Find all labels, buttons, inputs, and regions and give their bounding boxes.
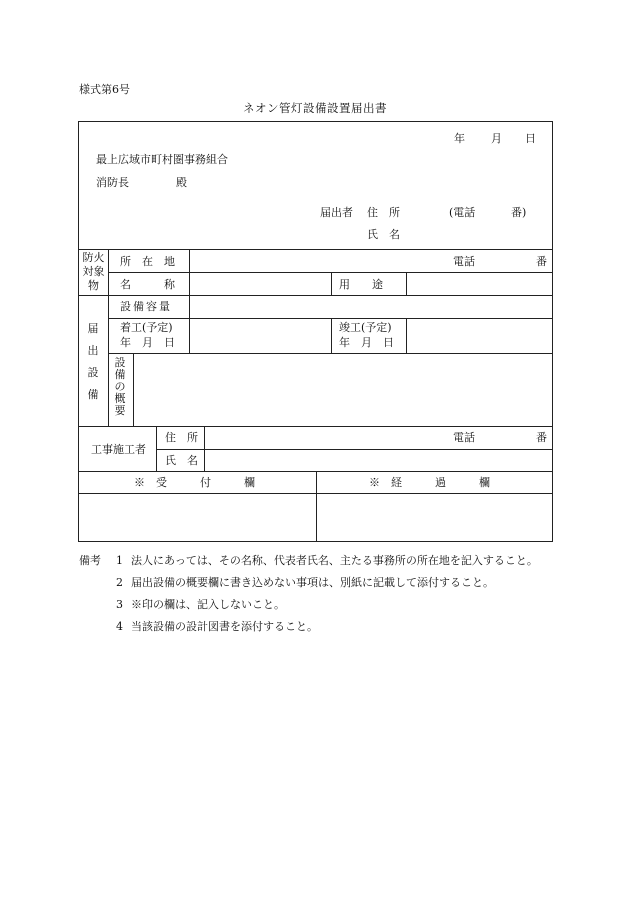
note-text: 法人にあっては、その名称、代表者氏名、主たる事務所の所在地を記入すること。	[131, 554, 538, 567]
addressee-honorific: 殿	[176, 176, 187, 189]
contractor-label: 工事施工者	[91, 443, 146, 456]
note-number: 2	[116, 576, 123, 589]
target-use-label: 用 途	[339, 278, 383, 291]
applicant-phone-label: (電話	[449, 206, 476, 219]
receipt-label: ※ 受 付 欄	[134, 476, 255, 489]
target-phone-suffix: 番	[536, 255, 547, 268]
note-number: 3	[116, 598, 123, 611]
start-label: 着工(予定)	[120, 321, 173, 334]
applicant-label: 届出者	[320, 206, 353, 219]
note-text: 届出設備の概要欄に書き込めない事項は、別紙に記載して添付すること。	[131, 576, 494, 589]
note-number: 4	[116, 620, 123, 633]
finish-date: 年 月 日	[339, 336, 394, 349]
form-number: 様式第6号	[79, 83, 130, 96]
contractor-address-label: 住 所	[165, 431, 198, 444]
note-text: ※印の欄は、記入しないこと。	[131, 598, 285, 611]
contractor-phone-suffix: 番	[536, 431, 547, 444]
notes-heading: 備考	[79, 554, 101, 567]
equipment-section-label: 届出設備	[87, 322, 99, 401]
contractor-phone-label: 電話	[453, 431, 475, 444]
finish-label: 竣工(予定)	[339, 321, 392, 334]
applicant-address-label: 住 所	[367, 206, 400, 219]
target-section-label: 防火対象物	[82, 251, 105, 292]
target-location-label: 所 在 地	[120, 255, 175, 268]
equipment-capacity-label: 設備容量	[120, 300, 172, 313]
applicant-name-label: 氏 名	[367, 228, 400, 241]
date-year-label: 年	[454, 132, 465, 145]
date-day-label: 日	[525, 132, 536, 145]
contractor-name-label: 氏 名	[165, 454, 198, 467]
progress-label: ※ 経 過 欄	[369, 476, 490, 489]
form-title: ネオン管灯設備設置届出書	[243, 101, 387, 115]
target-phone-label: 電話	[453, 255, 475, 268]
start-date: 年 月 日	[120, 336, 175, 349]
overview-label: 設備の概要	[114, 356, 126, 417]
target-name-label: 名 称	[120, 278, 175, 291]
note-number: 1	[116, 554, 123, 567]
applicant-phone-suffix: 番)	[511, 206, 527, 219]
addressee-org: 最上広域市町村圏事務組合	[96, 153, 228, 166]
date-month-label: 月	[491, 132, 502, 145]
note-text: 当該設備の設計図書を添付すること。	[131, 620, 318, 633]
addressee-title: 消防長	[96, 176, 129, 189]
form-sheet	[78, 121, 553, 542]
